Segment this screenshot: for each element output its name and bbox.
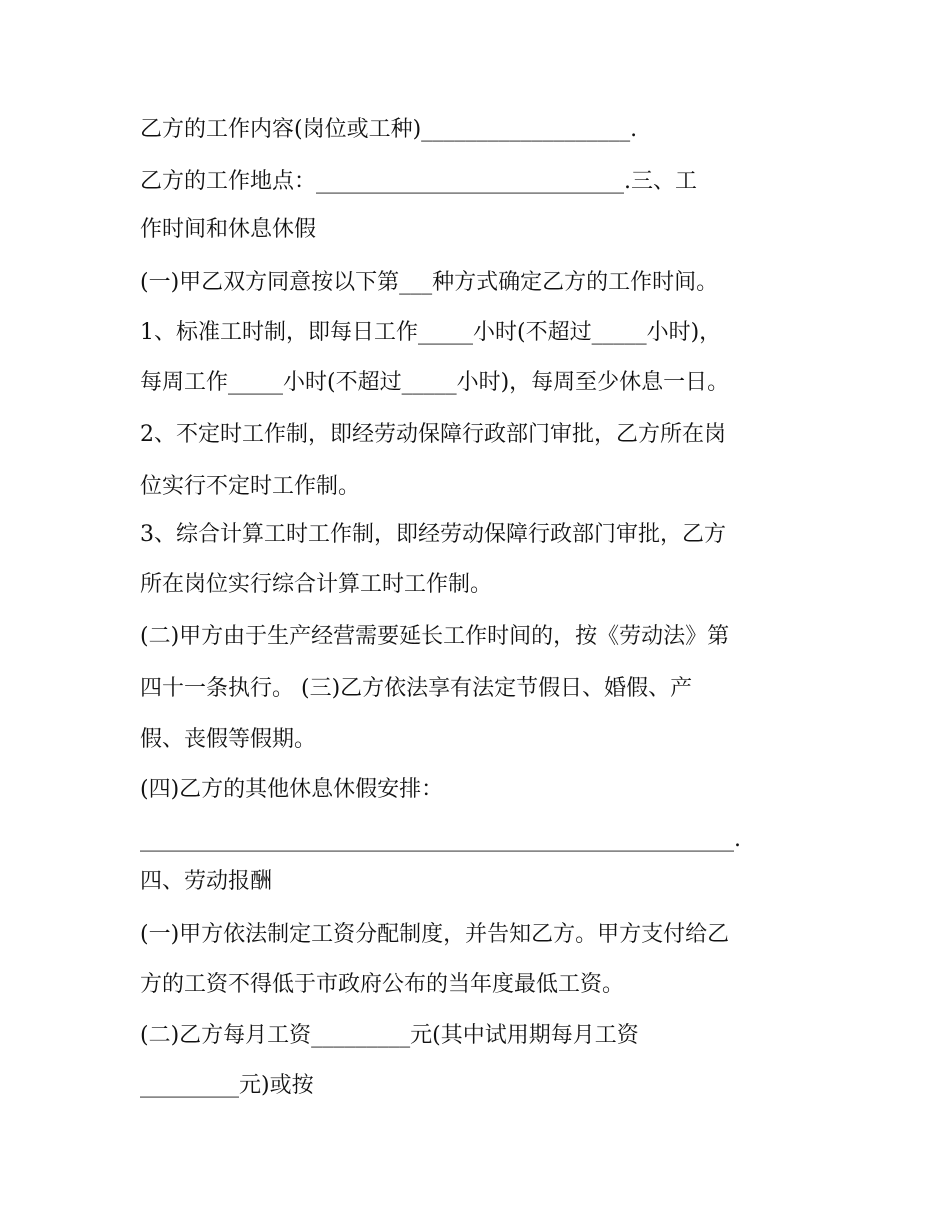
text-line: 2、不定时工作制，即经劳动保障行政部门审批，乙方所在岗 [140,422,726,447]
text-line: (四)乙方的其他休息休假安排： [140,777,444,802]
text-line: (二)甲方由于生产经营需要延长工作时间的，按《劳动法》第 [140,624,730,649]
text-line: 每周工作_____小时(不超过_____小时)，每周至少休息一日。 [140,370,730,395]
text-line: 3、综合计算工时工作制，即经劳动保障行政部门审批，乙方 [140,522,726,547]
text-line: 乙方的工作内容(岗位或工种)___________________. [140,117,638,142]
text-line: 作时间和休息休假 [140,217,317,242]
text-line: (一)甲乙双方同意按以下第___种方式确定乙方的工作时间。 [140,270,719,295]
text-line: 乙方的工作地点：____________________________.三、工 [140,169,697,194]
text-line: 所在岗位实行综合计算工时工作制。 [140,572,493,597]
text-line: 位实行不定时工作制。 [140,474,361,499]
text-line: (二)乙方每月工资_________元(其中试用期每月工资 [140,1023,639,1048]
text-line: 四十一条执行。 (三)乙方依法享有法定节假日、婚假、产 [140,676,693,701]
text-line: 假、丧假等假期。 [140,727,317,752]
text-line: (一)甲方依法制定工资分配制度，并告知乙方。甲方支付给乙 [140,922,730,947]
text-line: 1、标准工时制，即每日工作_____小时(不超过_____小时)， [140,320,722,345]
text-line: 方的工资不得低于市政府公布的当年度最低工资。 [140,972,625,997]
text-line: ______________________________________________________. [140,827,741,852]
section-heading: 四、劳动报酬 [140,869,273,894]
text-line: _________元)或按 [140,1073,314,1098]
